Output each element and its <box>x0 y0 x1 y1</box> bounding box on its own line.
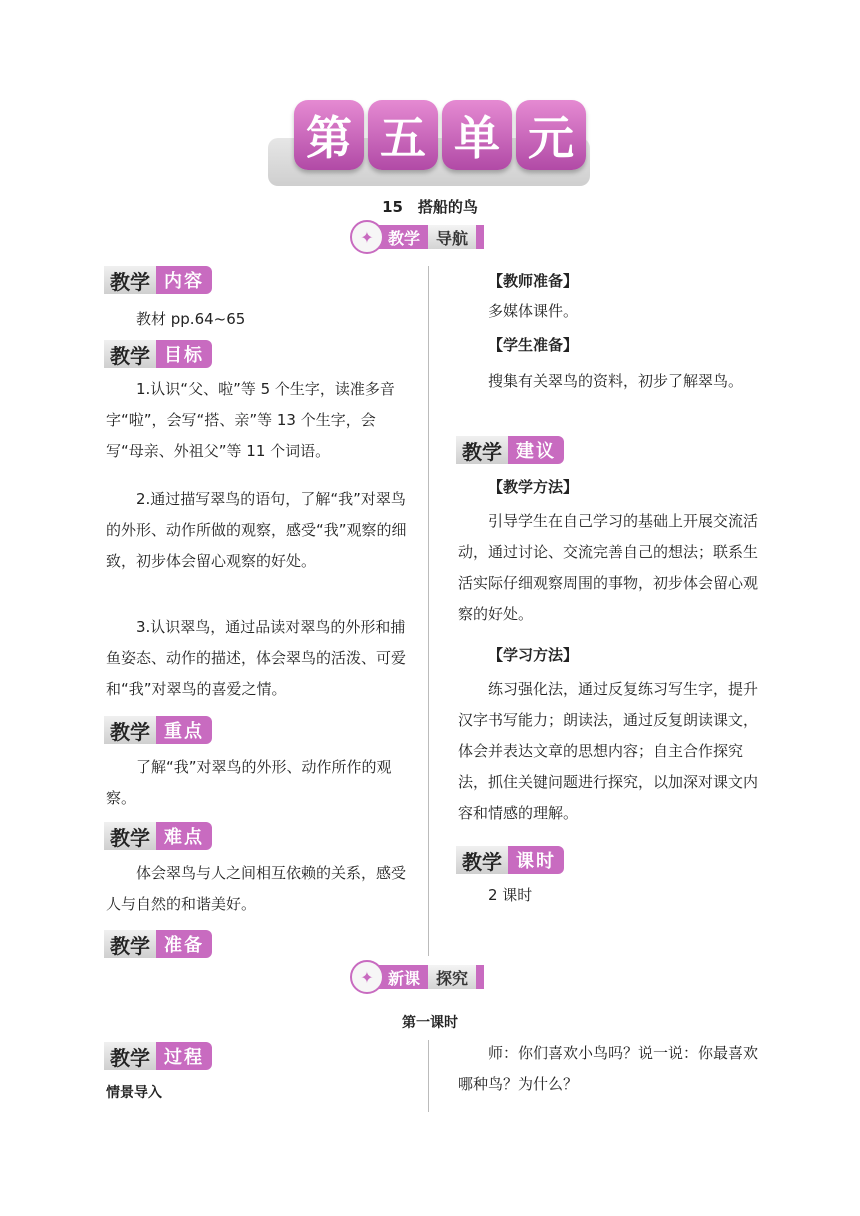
method-text: 引导学生在自己学习的基础上开展交流活动，通过讨论、交流完善自己的想法；联系生活实际仔细观察周围的事物，初步体会留心观察的好处。 <box>458 512 759 623</box>
section-banner-goal: 教学 目标 <box>104 340 212 368</box>
key-text: 了解“我”对翠鸟的外形、动作所作的观察。 <box>106 758 392 807</box>
content-text: 教材 pp.64~65 <box>136 310 246 328</box>
section-banner-suggest: 教学 建议 <box>456 436 564 464</box>
teacher-prep-text: 多媒体课件。 <box>488 302 579 320</box>
nav-banner-a: 教学 <box>378 225 428 249</box>
teacher-question: 师：你们喜欢小鸟吗？说一说：你最喜欢哪种鸟？为什么？ <box>458 1044 759 1093</box>
teaching-nav-banner <box>350 224 484 250</box>
column-divider <box>428 266 429 956</box>
scene-intro-heading: 情景导入 <box>106 1085 162 1101</box>
unit-title-char: 单 <box>442 100 512 170</box>
goal-1: 1.认识“父、啦”等 5 个生字，读准多音字“啦”，会写“搭、亲”等 13 个生字，会写“母亲、外祖父”等 11 个词语。 <box>106 380 395 460</box>
section-banner-difficult: 教学 难点 <box>104 822 212 850</box>
section-banner-key: 教学 重点 <box>104 716 212 744</box>
unit-title-char: 元 <box>516 100 586 170</box>
new-banner-b: 探究 <box>428 965 476 989</box>
compass-icon: ✦ <box>350 960 384 994</box>
section-banner-content: 教学 内容 <box>104 266 212 294</box>
time-text: 2 课时 <box>488 886 533 904</box>
new-lesson-banner <box>350 964 484 990</box>
column-divider-bottom <box>428 1040 429 1112</box>
student-prep-text: 搜集有关翠鸟的资料，初步了解翠鸟。 <box>488 372 744 390</box>
goal-3: 3.认识翠鸟，通过品读对翠鸟的外形和捕鱼姿态、动作的描述，体会翠鸟的活泼、可爱和“我”对翠鸟的喜爱之情。 <box>106 618 407 698</box>
lesson-title: 15 搭船的鸟 <box>382 198 478 216</box>
goal-2: 2.通过描写翠鸟的语句，了解“我”对翠鸟的外形、动作所做的观察，感受“我”观察的细致，初步体会留心观察的好处。 <box>106 490 407 570</box>
difficult-text: 体会翠鸟与人之间相互依赖的关系，感受人与自然的和谐美好。 <box>106 864 407 913</box>
section-banner-time: 教学 课时 <box>456 846 564 874</box>
section-banner-prep: 教学 准备 <box>104 930 212 958</box>
compass-icon: ✦ <box>350 220 384 254</box>
nav-banner-b: 导航 <box>428 225 476 249</box>
section-banner-process: 教学 过程 <box>104 1042 212 1070</box>
learn-heading: 【学习方法】 <box>488 646 579 664</box>
new-banner-a: 新课 <box>378 965 428 989</box>
student-prep-heading: 【学生准备】 <box>488 336 579 354</box>
learn-text: 练习强化法，通过反复练习写生字，提升汉字书写能力；朗读法，通过反复朗读课文，体会并表达文章的思想内容；自主合作探究法，抓住关键问题进行探究，以加深对课文内容和情感的理解。 <box>458 680 759 822</box>
teacher-prep-heading: 【教师准备】 <box>488 272 579 290</box>
first-lesson-title: 第一课时 <box>402 1015 458 1031</box>
method-heading: 【教学方法】 <box>488 478 579 496</box>
unit-title-char: 五 <box>368 100 438 170</box>
unit-title-char: 第 <box>294 100 364 170</box>
